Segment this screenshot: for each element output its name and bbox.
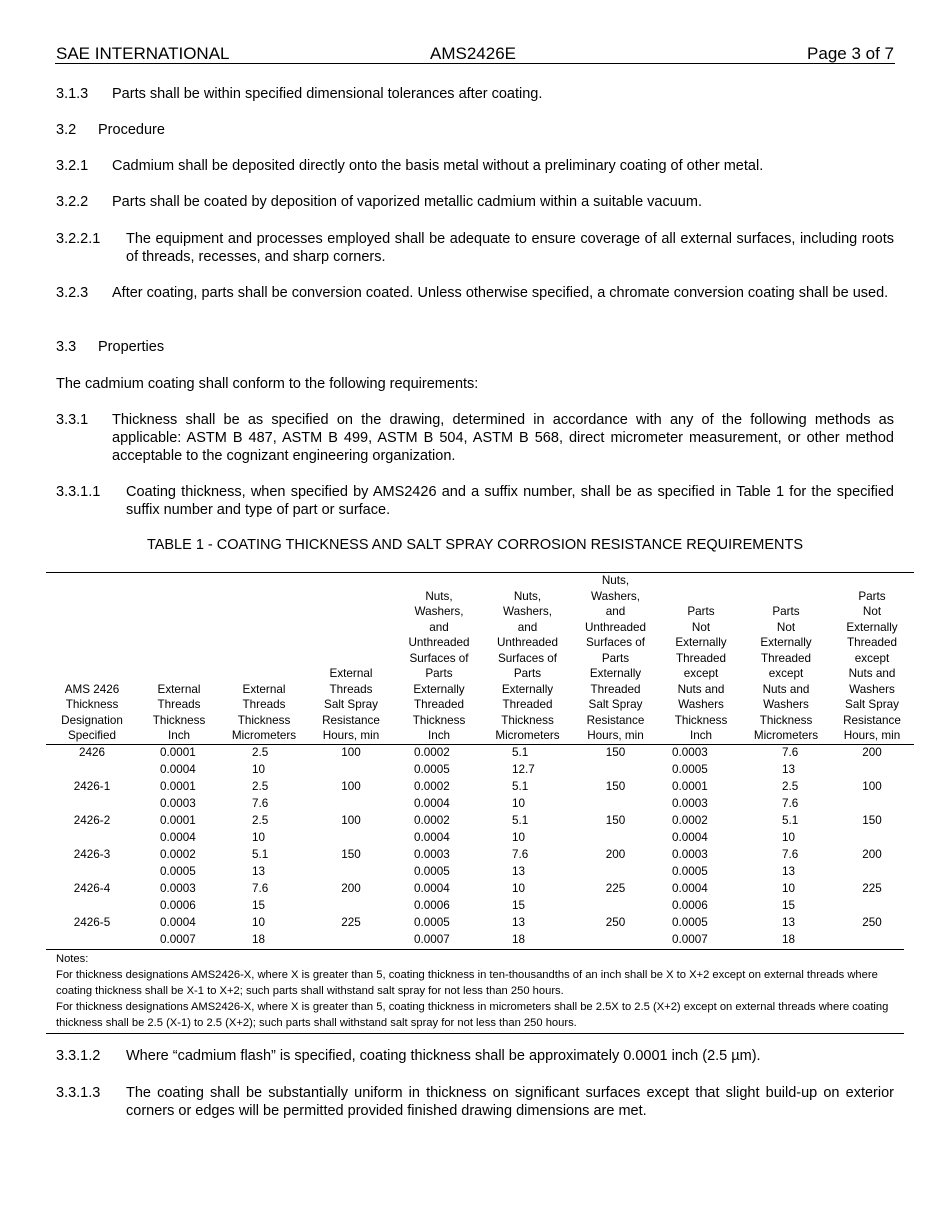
column-header-line: Nuts, <box>601 574 630 587</box>
table-cell <box>830 898 914 915</box>
table-cell: 100 <box>862 780 882 794</box>
column-header-line: Micrometers <box>753 729 819 742</box>
table-cell: 13 <box>782 865 796 879</box>
column-header <box>571 573 660 745</box>
table-cell: 10 <box>252 831 266 845</box>
section-3-2-3 <box>0 284 950 324</box>
table-cell: 5.1 <box>512 780 529 794</box>
column-header-line: except <box>768 667 804 680</box>
section-number: 3.2 <box>56 122 77 138</box>
table-cell: 2426-4 <box>73 882 111 896</box>
table-cell: 15 <box>512 899 526 913</box>
table-cell: 150 <box>605 780 626 794</box>
table-cell <box>571 898 660 915</box>
table-cell: 7.6 <box>782 746 799 760</box>
section-text: After coating, parts shall be conversion coated. Unless otherwise specified, a chromate conversion coating shall be used. <box>112 285 889 301</box>
table-cell: 250 <box>605 916 626 930</box>
notes-label: Notes: <box>56 952 89 965</box>
column-header-line: Not <box>691 620 711 634</box>
column-header-line: Inch <box>167 729 191 742</box>
column-header-line: External <box>242 682 286 696</box>
column-header-line: Salt Spray <box>845 698 899 711</box>
table-cell <box>830 830 914 847</box>
table-cell: 2426 <box>78 746 105 760</box>
table-row <box>46 796 914 813</box>
table-cell: 0.0005 <box>672 916 708 930</box>
table-row <box>46 847 914 864</box>
table-cell: 2426-2 <box>73 814 111 828</box>
column-header-line: Nuts and <box>762 682 810 696</box>
table-cell <box>830 762 914 779</box>
section-number: 3.3.1.3 <box>56 1085 101 1101</box>
table-cell: 0.0004 <box>672 831 708 845</box>
table-cell: 0.0005 <box>160 865 196 879</box>
table-row <box>46 744 914 762</box>
table-cell <box>571 830 660 847</box>
column-header-line: Externally <box>846 620 898 634</box>
column-header-line: Threaded <box>760 651 812 665</box>
section-number: 3.3 <box>56 339 77 355</box>
table-row <box>46 813 914 830</box>
table-cell <box>46 864 138 881</box>
table-cell: 0.0001 <box>160 746 196 760</box>
table-cell: 0.0005 <box>414 916 450 930</box>
column-header-line: Hours, min <box>587 729 644 742</box>
table-cell: 0.0007 <box>160 933 196 947</box>
section-text: Parts shall be within specified dimensional tolerances after coating. <box>112 86 543 102</box>
column-header-line: Not <box>776 620 796 634</box>
column-header-line: Threads <box>329 682 373 696</box>
table-cell: 0.0002 <box>160 848 196 862</box>
table-cell: 0.0005 <box>672 865 708 879</box>
column-header-line: Washers <box>678 698 724 711</box>
table-body <box>46 744 914 949</box>
table-cell: 225 <box>341 916 361 930</box>
column-header-line: External <box>157 682 201 696</box>
column-header-line: AMS 2426 <box>64 682 120 696</box>
table-cell <box>308 830 394 847</box>
table-cell: 13 <box>782 916 796 930</box>
column-header-line: Parts <box>772 605 800 618</box>
table-cell: 200 <box>605 848 626 862</box>
table-cell: 2426-3 <box>73 848 111 862</box>
column-header-line: Thickness <box>152 713 206 727</box>
table-cell <box>46 898 138 915</box>
table-cell: 5.1 <box>512 746 529 760</box>
column-header-line: except <box>854 651 890 665</box>
column-header-line: Washers <box>763 698 809 711</box>
table-cell: 5.1 <box>782 814 799 828</box>
table-cell: 100 <box>341 746 361 760</box>
table-cell: 7.6 <box>782 848 799 862</box>
column-header-line: Designation <box>61 713 123 727</box>
section-number: 3.2.2 <box>56 194 89 210</box>
table-cell: 0.0004 <box>160 916 196 930</box>
table-cell <box>830 796 914 813</box>
column-header <box>394 573 484 745</box>
column-header <box>660 573 742 745</box>
table-1 <box>46 572 904 1034</box>
table-cell: 0.0004 <box>160 763 196 777</box>
column-header-line: Threaded <box>675 651 727 665</box>
table-cell <box>46 932 138 949</box>
table-cell: 0.0003 <box>414 848 450 862</box>
column-header-line: Thickness <box>65 698 119 711</box>
table-cell: 0.0002 <box>414 780 450 794</box>
table-cell <box>308 762 394 779</box>
column-header-line: Resistance <box>322 713 380 727</box>
table-cell: 0.0006 <box>160 899 196 913</box>
column-header <box>220 573 308 745</box>
table-cell: 7.6 <box>782 797 799 811</box>
table-cell <box>571 762 660 779</box>
section-number: 3.2.3 <box>56 285 89 301</box>
column-header-line: Unthreaded <box>408 636 470 649</box>
table-cell: 10 <box>512 797 526 811</box>
column-header-line: Thickness <box>237 713 291 727</box>
table-row <box>46 864 914 881</box>
table-cell: 0.0002 <box>672 814 708 828</box>
column-header-line: Parts <box>425 667 453 680</box>
header-page-number: Page 3 of 7 <box>807 44 894 63</box>
column-header-line: Threaded <box>590 682 641 696</box>
table-cell <box>830 864 914 881</box>
table-header-row <box>46 573 914 745</box>
table-cell: 10 <box>252 916 266 930</box>
table-cell: 0.0006 <box>414 899 450 913</box>
section-3-2-2-1 <box>0 230 950 270</box>
table-1-title: TABLE 1 - COATING THICKNESS AND SALT SPRAY CORROSION RESISTANCE REQUIREMENTS <box>146 537 804 553</box>
table-cell: 18 <box>512 933 526 947</box>
table-cell: 200 <box>341 882 361 896</box>
table-cell <box>46 830 138 847</box>
section-3-3-1-1 <box>0 483 950 523</box>
table-cell <box>571 864 660 881</box>
section-number: 3.2.2.1 <box>56 231 101 247</box>
table-row <box>46 932 914 949</box>
table-cell: 0.0003 <box>672 746 708 760</box>
column-header-line: Externally <box>501 682 554 696</box>
column-header <box>138 573 220 745</box>
column-header-line: Nuts, <box>513 589 542 603</box>
table-cell: 0.0004 <box>414 831 450 845</box>
coating-thickness-table <box>46 572 914 949</box>
table-row <box>46 881 914 898</box>
column-header-line: Salt Spray <box>324 698 378 711</box>
table-cell: 225 <box>862 882 882 896</box>
note-inch: For thickness designations AMS2426-X, where X is greater than 5, coating thickness in ten-thousandths of an inch shall be X to X+2 except on external threads where coating thickness shall be X-1 to X+2; such parts shall withstand salt spray for not less than 250 hours. <box>56 968 878 997</box>
column-header-line: Surfaces of <box>409 651 469 665</box>
table-cell: 5.1 <box>252 848 269 862</box>
column-header-line: Micrometers <box>231 729 297 742</box>
table-cell: 13 <box>782 763 796 777</box>
section-text: Parts shall be coated by deposition of vaporized metallic cadmium within a suitable vacuum. <box>112 194 702 210</box>
column-header-line: except <box>683 667 719 680</box>
column-header-line: Inch <box>427 729 451 742</box>
header-organization: SAE INTERNATIONAL <box>56 44 230 63</box>
table-cell <box>830 932 914 949</box>
table-cell: 0.0003 <box>160 797 196 811</box>
table-cell <box>308 898 394 915</box>
section-number: 3.3.1.1 <box>56 484 101 500</box>
table-cell: 10 <box>782 831 796 845</box>
table-cell: 100 <box>341 814 361 828</box>
column-header-line: Parts <box>687 605 715 618</box>
column-header-line: Unthreaded <box>584 620 647 634</box>
section-heading: Properties <box>98 339 165 355</box>
section-number: 3.3.1 <box>56 412 89 428</box>
table-cell <box>46 762 138 779</box>
table-cell: 0.0005 <box>414 865 450 879</box>
table-cell: 200 <box>862 746 882 760</box>
table-cell: 7.6 <box>512 848 529 862</box>
column-header-line: and <box>605 605 626 618</box>
table-cell: 10 <box>782 882 796 896</box>
table-cell: 10 <box>252 763 266 777</box>
table-cell: 2.5 <box>782 780 799 794</box>
column-header-line: Inch <box>689 729 713 742</box>
table-cell: 0.0006 <box>672 899 708 913</box>
column-header-line: Washers <box>849 682 895 696</box>
column-header-line: Threaded <box>502 698 553 711</box>
table-cell: 7.6 <box>252 797 269 811</box>
column-header-line: Thickness <box>674 713 728 727</box>
table-cell: 150 <box>605 814 626 828</box>
table-cell: 0.0007 <box>672 933 708 947</box>
section-text: Cadmium shall be deposited directly onto the basis metal without a preliminary coating of other metal. <box>112 158 764 174</box>
column-header-line: Nuts and <box>848 667 896 680</box>
note-micrometers: For thickness designations AMS2426-X, where X is greater than 5, coating thickness in micrometers shall be 2.5X to 2.5 (X+2) except on external threads where coating thickness shall be 2.5 (X-1) to 2.5 (X+2); such parts shall withstand salt spray for not less than 250 hours. <box>56 1000 889 1029</box>
section-number: 3.2.1 <box>56 158 89 174</box>
column-header-line: Resistance <box>586 713 645 727</box>
section-number: 3.3.1.2 <box>56 1048 101 1064</box>
table-cell: 15 <box>252 899 266 913</box>
column-header-line: Threaded <box>413 698 465 711</box>
table-cell: 18 <box>252 933 266 947</box>
table-cell: 0.0002 <box>414 746 450 760</box>
table-cell: 13 <box>512 865 526 879</box>
column-header-line: Specified <box>67 729 117 742</box>
table-cell <box>571 796 660 813</box>
table-cell: 0.0004 <box>414 882 450 896</box>
column-header-line: Not <box>862 605 882 618</box>
column-header-line: Washers, <box>591 589 640 603</box>
section-text: Thickness shall be as specified on the drawing, determined in accordance with any of the following methods as applicable: ASTM B 487, ASTM B 499, ASTM B 504, ASTM B 568, direct micrometer measurement, or other method acceptable to the cognizant engineering organization. <box>112 412 894 464</box>
table-cell: 2.5 <box>252 780 269 794</box>
table-cell: 7.6 <box>252 882 269 896</box>
table-cell: 225 <box>605 882 626 896</box>
table-cell: 15 <box>782 899 796 913</box>
table-cell: 150 <box>605 746 626 760</box>
table-cell: 18 <box>782 933 796 947</box>
section-text: Where “cadmium flash” is specified, coating thickness shall be approximately 0.0001 inch (2.5 µm). <box>126 1048 761 1064</box>
table-cell: 0.0002 <box>414 814 450 828</box>
table-cell: 0.0007 <box>414 933 450 947</box>
column-header-line: External <box>329 667 373 680</box>
table-cell: 0.0001 <box>160 814 196 828</box>
table-cell <box>308 864 394 881</box>
column-header-line: Threads <box>242 698 286 711</box>
column-header-line: Parts <box>513 667 542 680</box>
column-header-line: Externally <box>675 636 727 649</box>
column-header <box>308 573 394 745</box>
column-header-line: Hours, min <box>843 729 901 742</box>
column-header-line: Parts <box>858 589 886 603</box>
table-cell: 13 <box>512 916 526 930</box>
column-header-line: Nuts and <box>677 682 725 696</box>
table-cell: 100 <box>341 780 361 794</box>
column-header-line: Micrometers <box>495 729 560 742</box>
column-header-line: Unthreaded <box>496 636 559 649</box>
column-header-line: Salt Spray <box>588 698 643 711</box>
section-3-3-1-3 <box>0 1084 950 1124</box>
table-cell: 0.0004 <box>414 797 450 811</box>
table-cell: 12.7 <box>512 763 535 777</box>
table-row <box>46 898 914 915</box>
column-header-line: Externally <box>413 682 465 696</box>
table-cell <box>571 932 660 949</box>
column-header <box>742 573 830 745</box>
table-cell: 150 <box>341 848 361 862</box>
table-cell: 13 <box>252 865 266 879</box>
section-text: The equipment and processes employed shall be adequate to ensure coverage of all external surfaces, including roots of threads, recesses, and sharp corners. <box>126 231 894 265</box>
table-cell: 200 <box>862 848 882 862</box>
table-row <box>46 830 914 847</box>
column-header-line: Surfaces of <box>585 636 646 649</box>
column-header-line: Thickness <box>412 713 466 727</box>
column-header-line: Externally <box>760 636 812 649</box>
table-cell: 5.1 <box>512 814 529 828</box>
table-cell: 0.0003 <box>160 882 196 896</box>
table-cell: 2426-5 <box>73 916 111 930</box>
table-cell: 0.0001 <box>672 780 708 794</box>
column-header-line: Thickness <box>759 713 813 727</box>
section-text: Coating thickness, when specified by AMS2426 and a suffix number, shall be as specified in Table 1 for the specified suffix number and type of part or surface. <box>126 484 894 518</box>
column-header-line: Washers, <box>414 605 464 618</box>
column-header-line: Hours, min <box>322 729 380 742</box>
table-cell: 10 <box>512 831 526 845</box>
table-cell: 2426-1 <box>73 780 111 794</box>
column-header-line: Thickness <box>501 713 554 727</box>
table-cell: 150 <box>862 814 882 828</box>
table-cell <box>308 796 394 813</box>
table-cell: 250 <box>862 916 882 930</box>
table-row <box>46 779 914 796</box>
column-header-line: Threads <box>157 698 201 711</box>
section-3-3-1 <box>0 411 950 469</box>
column-header <box>484 573 571 745</box>
table-cell: 0.0003 <box>672 797 708 811</box>
table-row <box>46 915 914 932</box>
section-text: The coating shall be substantially uniform in thickness on significant surfaces except that slight build-up on exterior corners or edges will be permitted provided finished drawing dimensions are met. <box>126 1085 894 1119</box>
column-header-line: Threaded <box>846 636 898 649</box>
table-cell: 10 <box>512 882 526 896</box>
column-header-line: and <box>517 620 538 634</box>
table-cell: 2.5 <box>252 746 269 760</box>
column-header-line: Washers, <box>503 605 552 618</box>
column-header-line: Parts <box>601 651 630 665</box>
table-cell: 0.0001 <box>160 780 196 794</box>
column-header <box>46 573 138 745</box>
header-rule <box>55 63 895 64</box>
table-cell: 0.0005 <box>672 763 708 777</box>
column-header-line: Surfaces of <box>497 651 558 665</box>
column-header <box>830 573 914 745</box>
column-header-line: Nuts, <box>425 589 453 603</box>
table-cell: 2.5 <box>252 814 269 828</box>
table-cell <box>46 796 138 813</box>
section-3-3-intro: The cadmium coating shall conform to the following requirements: <box>56 376 479 392</box>
section-heading: Procedure <box>98 122 165 138</box>
header-document-id: AMS2426E <box>430 44 516 63</box>
section-number: 3.1.3 <box>56 86 89 102</box>
table-notes <box>46 949 904 1034</box>
table-row <box>46 762 914 779</box>
column-header-line: and <box>429 620 449 634</box>
table-cell: 0.0004 <box>160 831 196 845</box>
column-header-line: Resistance <box>843 713 901 727</box>
table-cell: 0.0003 <box>672 848 708 862</box>
column-header-line: Externally <box>589 667 642 680</box>
table-cell: 0.0005 <box>414 763 450 777</box>
table-cell <box>308 932 394 949</box>
table-cell: 0.0004 <box>672 882 708 896</box>
